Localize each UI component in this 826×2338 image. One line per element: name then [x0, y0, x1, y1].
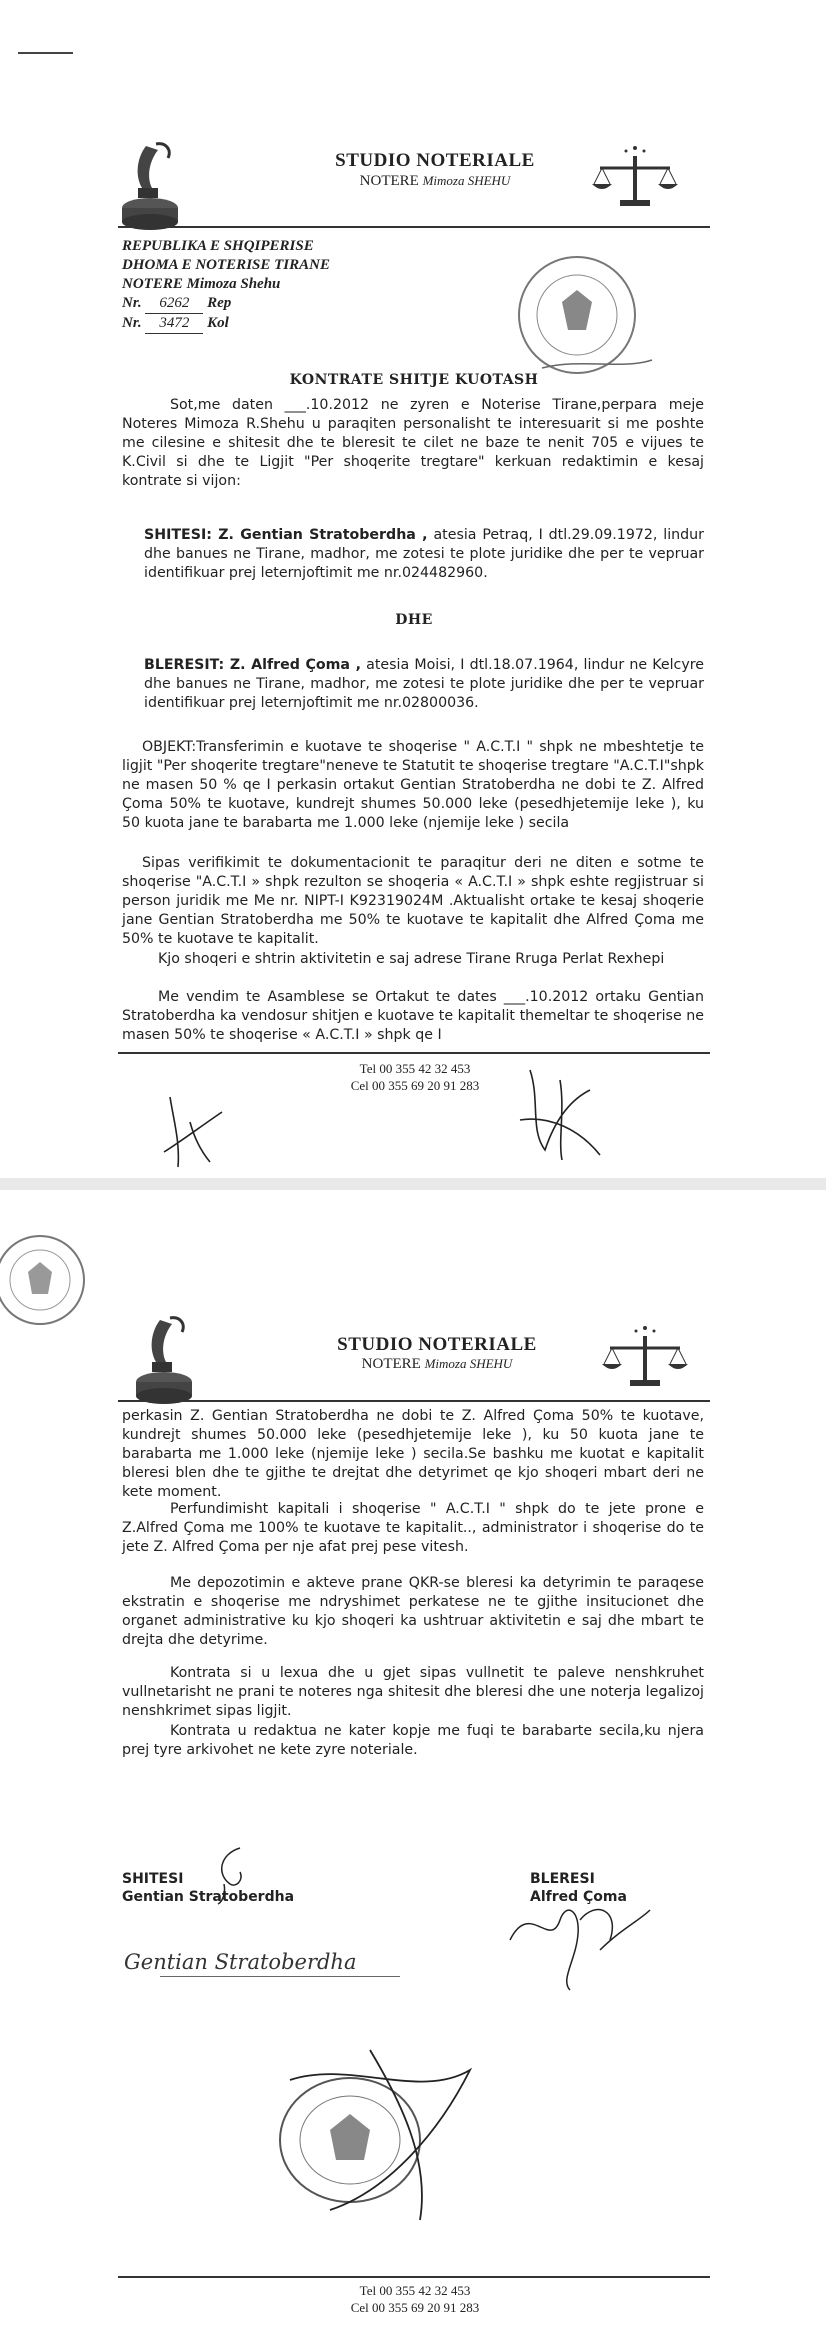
seller-initial-signature [160, 1092, 230, 1172]
buyer-name: Alfred Çoma [530, 1889, 627, 1905]
seller-paragraph: SHITESI: Z. Gentian Stratoberdha , atesia Petraq, I dtl.29.09.1972, lindur dhe banues ne Tirane, madhor, me zotesi te plote juridike dhe per te vepruar identifikuar prej leternjoftimit me nr.024482960. [144, 527, 704, 581]
decision-paragraph: Me vendim te Asamblese se Ortakut te dates ___.10.2012 ortaku Gentian Stratoberdha ka vendosur shitjen e kuotave te kapitalit themeltar te shoqerise ne masen 50% te shoqerise « A.C.T.I » shpk qe I [122, 989, 704, 1043]
kol-number: 3472 [145, 314, 203, 334]
notary-seal-press-icon-2 [130, 1310, 210, 1410]
footer-cel-2: Cel 00 355 69 20 91 283 [350, 2300, 480, 2315]
header-rule-2 [118, 1400, 710, 1402]
seller-role: SHITESI [122, 1871, 184, 1887]
notary-stamp-and-signature [270, 2040, 510, 2230]
notary-seal-press-icon [116, 136, 196, 236]
notary-subtitle: NOTERE Mimoza SHEHU [359, 173, 511, 189]
page-separator [0, 1178, 826, 1190]
buyer-signature-mark [500, 1880, 660, 2000]
handwritten-seller-name: Gentian Stratoberdha [124, 1950, 357, 1974]
scan-mark [18, 52, 73, 54]
footer-rule [118, 1052, 710, 1054]
notary-subtitle-2: NOTERE Mimoza SHEHU [361, 1356, 513, 1372]
address-paragraph: Kjo shoqeri e shtrin aktivitetin e saj adrese Tirane Rruga Perlat Rexhepi [158, 951, 665, 967]
dhe-heading: DHE [395, 612, 433, 628]
corner-stamp-icon [0, 1230, 120, 1330]
footer-rule-2 [118, 2276, 710, 2278]
footer-tel: Tel 00 355 42 32 453 [359, 1061, 471, 1076]
intro-paragraph: Sot,me daten ___.10.2012 ne zyren e Noterise Tirane,perpara meje Noteres Mimoza R.Shehu u paraqiten personalisht te interesuarit si me poshte me cilesine e shitesit dhe te bleresit te cilet ne baze te nenit 705 e vijues te K.Civil si dhe te Ligjit "Per shoqerite tregtare" kerkuan redaktimin e kesaj kontrate si vijon: [122, 397, 704, 489]
buyer-paragraph: BLERESIT: Z. Alfred Çoma , atesia Moisi, I dtl.18.07.1964, lindur ne Kelcyre dhe banues ne Tirane, madhor, me zotesi te plote juridike dhe per te vepruar identifikuar prej leternjoftimit me nr.02800036. [144, 657, 704, 711]
signing-paragraph: Kontrata si u lexua dhe u gjet sipas vullnetit te paleve nenshkruhet vullnetarisht ne prani te noteres nga shitesit dhe bleresi dhe une noterja legalizoj nenshkrimet sipas ligjit. [122, 1665, 704, 1719]
seller-sign-underline [160, 1976, 400, 1977]
studio-title-2: STUDIO NOTERIALE [337, 1334, 537, 1355]
studio-title: STUDIO NOTERIALE [335, 150, 535, 171]
rep-number: 6262 [145, 294, 203, 314]
header-rule [118, 226, 710, 228]
buyer-initial-signature [500, 1060, 610, 1170]
final-capital-paragraph: Perfundimisht kapitali i shoqerise " A.C.T.I " shpk do te jete prone e Z.Alfred Çoma me 100% te kuotave te kapitalit.., administrator i shoqerise do te jete Z. Alfred Çoma per nje afat prej pese vitesh. [122, 1501, 704, 1555]
seller-signature-mark [200, 1844, 260, 1904]
footer-cel: Cel 00 355 69 20 91 283 [350, 1078, 480, 1093]
footer-contacts-2 [250, 2282, 580, 2316]
scales-of-justice-icon-2 [600, 1322, 690, 1392]
footer-tel-2: Tel 00 355 42 32 453 [359, 2283, 471, 2298]
deposit-paragraph: Me depozotimin e akteve prane QKR-se bleresi ka detyrimin te paraqese ekstratin e shoqerise me ndryshimet perkatese ne te gjithe insitucionet dhe organet administrative ku kjo shoqeri ka ushtruar aktivitetin e saj dhe mbart te drejta dhe detyrime. [122, 1575, 704, 1648]
buyer-role: BLERESI [530, 1871, 595, 1887]
registry-block: REPUBLIKA E SHQIPERISE DHOMA E NOTERISE TIRANE NOTERE Mimoza Shehu Nr. 6262 Rep Nr. 3472 Kol [122, 237, 522, 334]
scales-of-justice-icon [590, 142, 680, 212]
contract-page-2 [0, 1190, 826, 2338]
copies-paragraph: Kontrata u redaktua ne kater kopje me fuqi te barabarte secila,ku njera prej tyre arkivohet ne kete zyre noteriale. [122, 1723, 704, 1758]
verification-paragraph: Sipas verifikimit te dokumentacionit te paraqitur deri ne diten e sotme te shoqerise "A.C.T.I » shpk rezulton se shoqeria « A.C.T.I » shpk eshte regjistruar si person juridik me Me nr. NIPT-I K92319024M .Aktualisht ortake te kesaj shoqerie jane Gentian Stratoberdha me 50% te kuotave te kapitalit dhe Alfred Çoma me 50% te kuotave te kapitalit. [122, 855, 704, 947]
notary-round-stamp-icon [512, 250, 642, 380]
contract-title: KONTRATE SHITJE KUOTASH [289, 372, 539, 388]
seller-name: Gentian Stratoberdha [122, 1889, 295, 1905]
object-paragraph: OBJEKT:Transferimin e kuotave te shoqerise " A.C.T.I " shpk ne mbeshtetje te ligjit "Per shoqerite tregtare"neneve te Statutit te shoqerise tregtare "A.C.T.I"shpk ne masen 50 % qe I perkasin ortakut Gentian Stratoberdha ne dobi te Z. Alfred Çoma 50% te kuotave, kundrejt shumes 50.000 leke (pesedhjetemije leke ), ku 50 kuota jane te barabarta me 1.000 leke (njemije leke ) secila [122, 739, 704, 831]
continuation-paragraph: perkasin Z. Gentian Stratoberdha ne dobi te Z. Alfred Çoma 50% te kuotave, kundrejt shumes 50.000 leke (pesedhjetemije leke ), ku 50 kuota jane te barabarta me 1.000 leke (njemije leke ) secila.Se bashku me kuotat e kapitalit bleresi blen dhe te gjithe te drejtat dhe detyrimet qe kjo shoqeri mbart deri ne kete moment. [122, 1408, 704, 1500]
